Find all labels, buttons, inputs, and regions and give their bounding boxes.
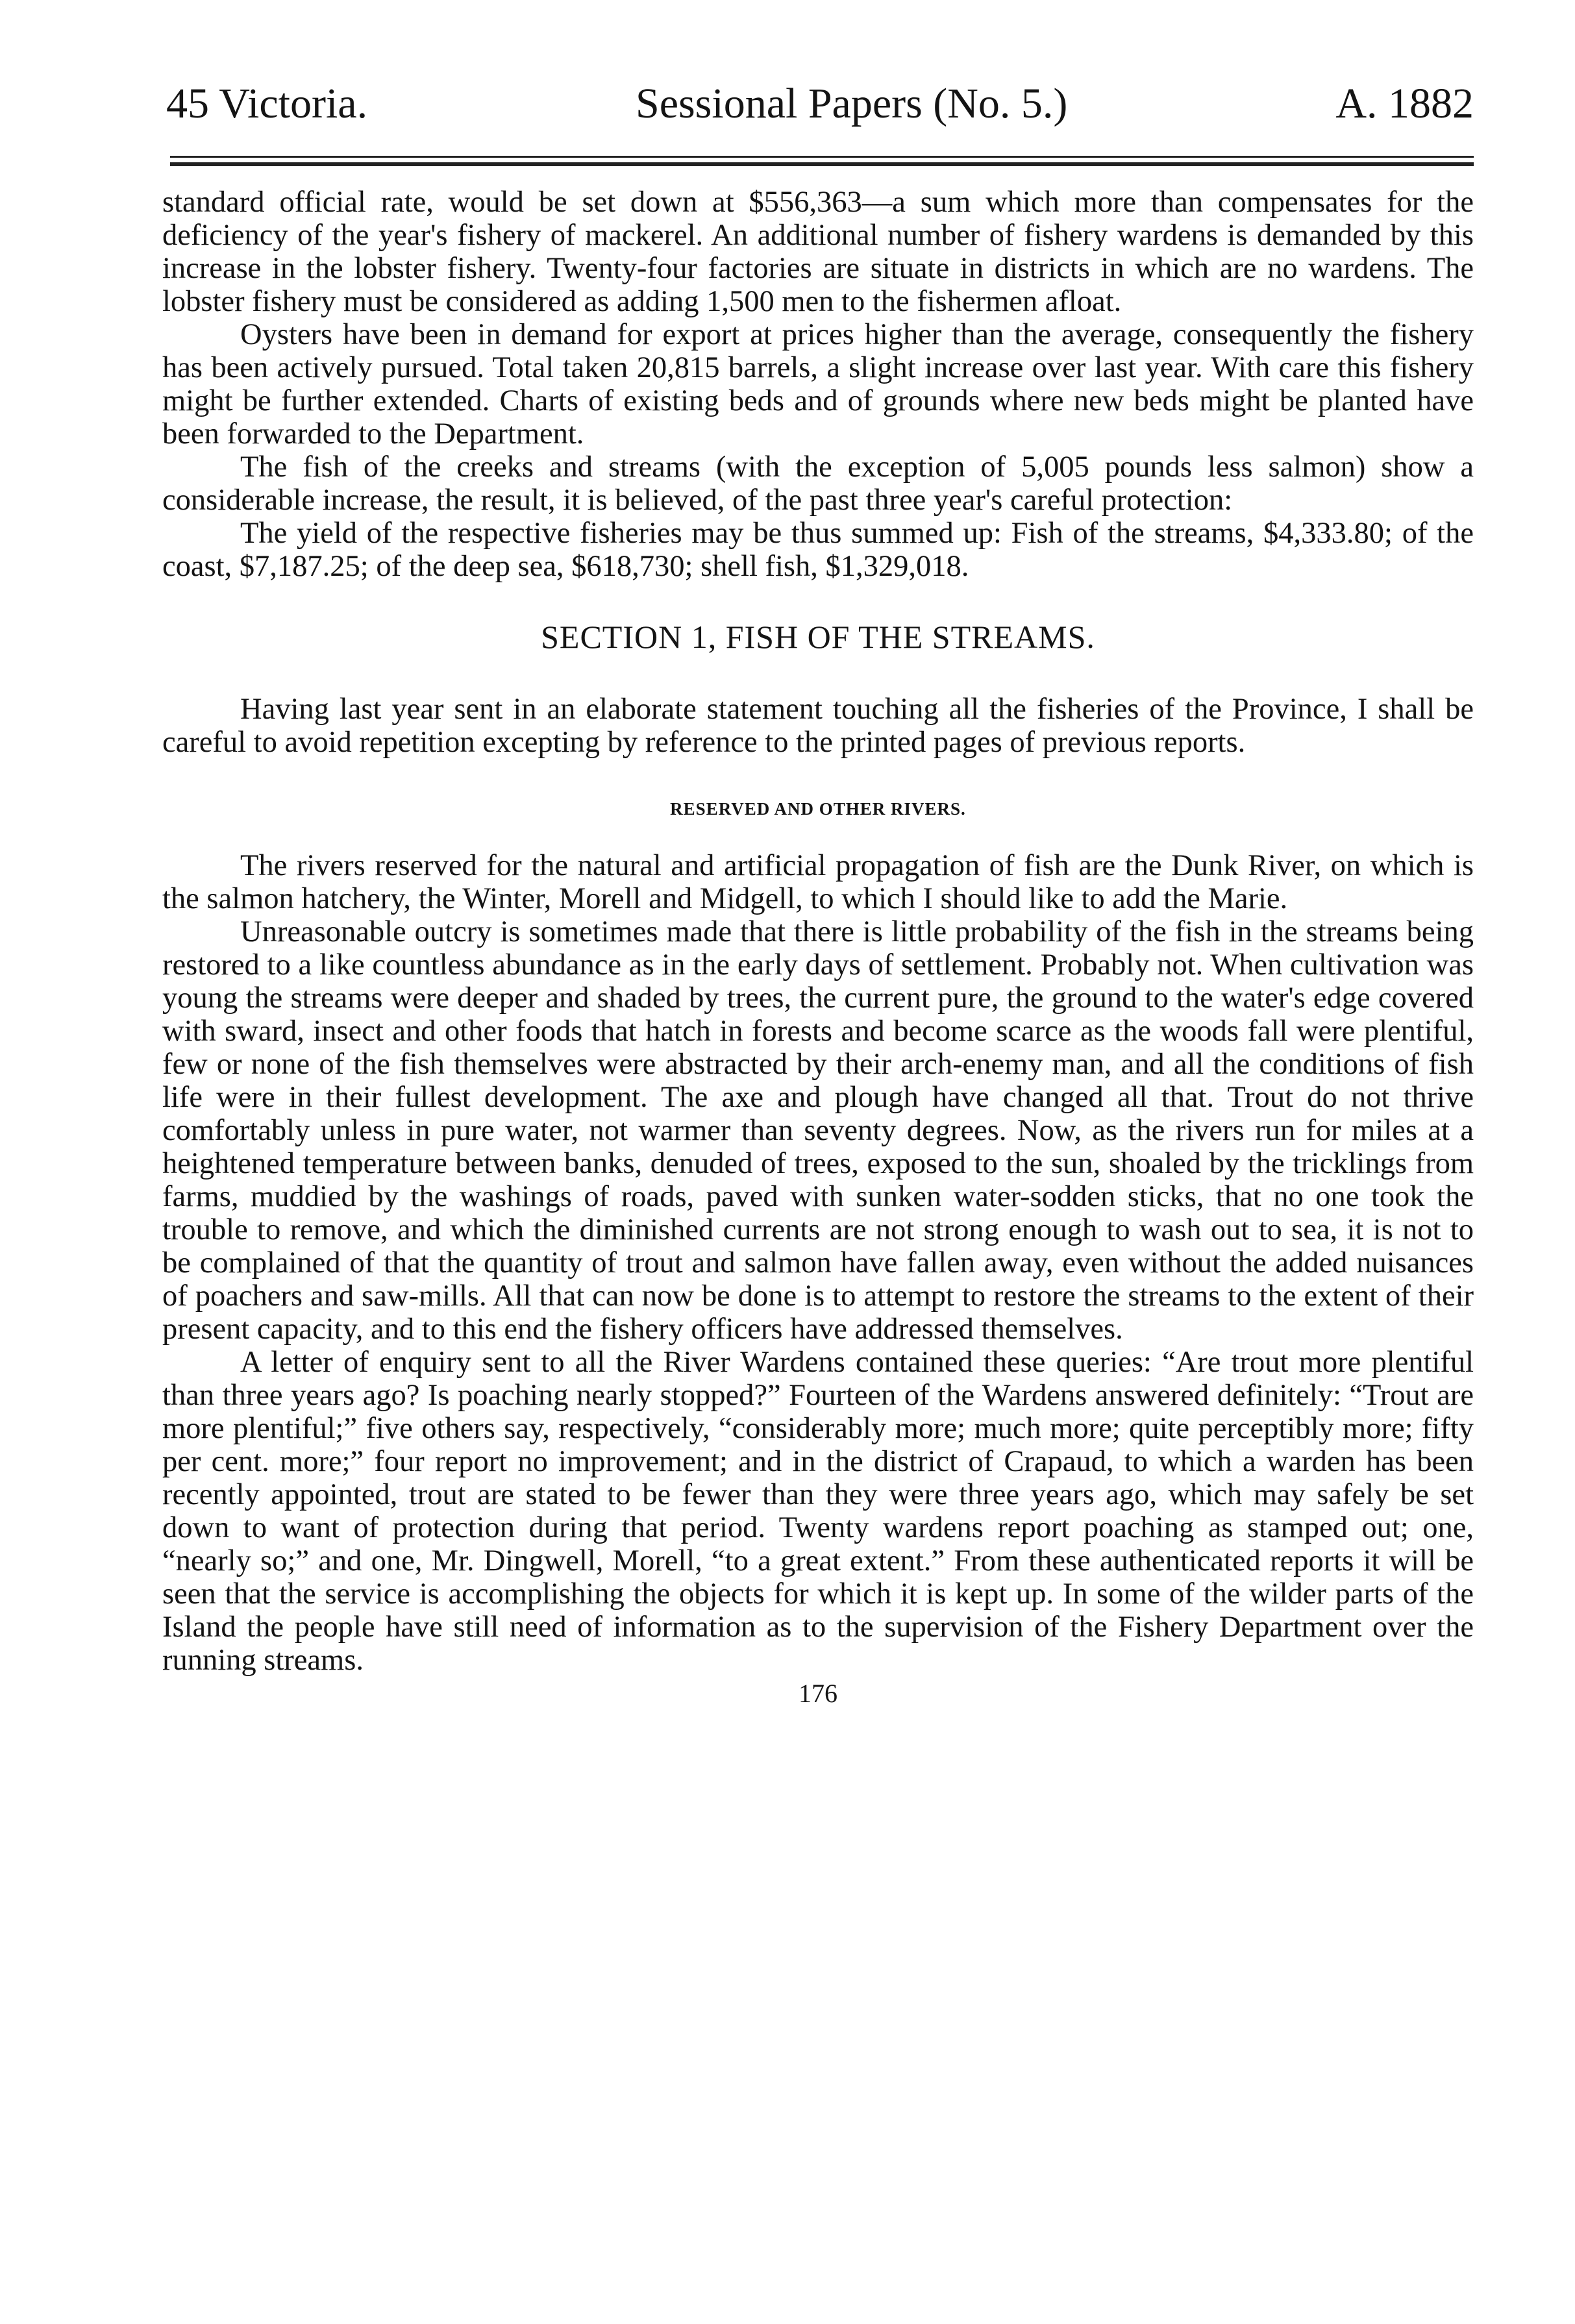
header-title: Sessional Papers (No. 5.) bbox=[636, 80, 1068, 127]
subheading-rivers: RESERVED AND OTHER RIVERS. bbox=[670, 799, 966, 819]
paragraph-outcry: Unreasonable outcry is sometimes made that there is little probability of the fish in the streams being restored to a like countless abundance as in the early days of settlement. Probably not. When cultivation was young the streams were deeper and shaded by trees, the current pure, the ground to the water's edge covered with sward, insect and other foods that hatch in forests and become scarce as the woods fall were plentiful, few or none of the fish themselves were abstracted by their arch-enemy man, and all the conditions of fish life were in their fullest development. The axe and plough have changed all that. Trout do not thrive comfortably unless in pure water, not warmer than seventy degrees. Now, as the rivers run for miles at a heightened temperature between banks, denuded of trees, exposed to the sun, shoaled by the tricklings from farms, muddied by the washings of roads, paved with sunken water-sodden sticks, that no one took the trouble to remove, and which the diminished currents are not strong enough to wash out to sea, it is not to be complained of that the quantity of trout and salmon have fallen away, even without the added nuisances of poachers and saw-mills. All that can now be done is to attempt to restore the streams to the extent of their present capacity, and to this end the fishery officers have addressed themselves. bbox=[162, 915, 1474, 1346]
header-year: A. 1882 bbox=[1335, 80, 1474, 127]
body-text bbox=[162, 186, 1474, 1677]
running-header bbox=[166, 78, 1474, 130]
paragraph-intro: Having last year sent in an elaborate statement touching all the fisheries of the Province, I shall be careful to avoid repetition excepting by reference to the printed pages of previous reports. bbox=[162, 693, 1474, 759]
paragraph-oysters: Oysters have been in demand for export at prices higher than the average, consequently the fishery has been actively pursued. Total taken 20,815 barrels, a slight increase over last year. With care this fishery might be further extended. Charts of existing beds and of grounds where new beds might be planted have been forwarded to the Department. bbox=[162, 318, 1474, 451]
paragraph-reserved-rivers: The rivers reserved for the natural and artificial propagation of fish are the Dunk River, on which is the salmon hatchery, the Winter, Morell and Midgell, to which I should like to add the Marie. bbox=[162, 849, 1474, 915]
page-number: 176 bbox=[799, 1679, 837, 1708]
header-rule-thin bbox=[170, 156, 1474, 158]
header-rule-thick bbox=[170, 162, 1474, 166]
header-rule bbox=[162, 153, 1474, 170]
paragraph-letter-enquiry: A letter of enquiry sent to all the River Wardens contained these queries: “Are trout more plentiful than three years ago? Is poaching nearly stopped?” Fourteen of the Wardens answered definitely: “Trout are more plentiful;” five others say, respectively, “considerably more; much more; quite perceptibly more; fifty per cent. more;” four report no improvement; and in the district of Crapaud, to which a warden has been recently appointed, trout are stated to be fewer than they were three years ago, which may safely be set down to want of protection during that period. Twenty wardens report poaching as stamped out; one, “nearly so;” and one, Mr. Dingwell, Morell, “to a great extent.” From these authenticated reports it will be seen that the service is accomplishing the objects for which it is kept up. In some of the wilder parts of the Island the people have still need of information as to the supervision of the Fishery Department over the running streams. bbox=[162, 1346, 1474, 1677]
section-title: SECTION 1, FISH OF THE STREAMS. bbox=[541, 619, 1095, 655]
header-session: 45 Victoria. bbox=[166, 80, 368, 127]
paragraph-yield-summary: The yield of the respective fisheries may be thus summed up: Fish of the streams, $4,333.80; of the coast, $7,187.25; of the deep sea, $618,730; shell fish, $1,329,018. bbox=[162, 517, 1474, 583]
paragraph-lobster-rate: standard official rate, would be set down at $556,363—a sum which more than compensates for the deficiency of the year's fishery of mackerel. An additional number of fishery wardens is demanded by this increase in the lobster fishery. Twenty-four factories are situate in districts in which are no wardens. The lobster fishery must be considered as adding 1,500 men to the fishermen afloat. bbox=[162, 186, 1474, 318]
document-page bbox=[162, 78, 1474, 1709]
paragraph-creeks-streams: The fish of the creeks and streams (with the exception of 5,005 pounds less salmon) show a considerable increase, the result, it is believed, of the past three year's careful protection: bbox=[162, 451, 1474, 517]
